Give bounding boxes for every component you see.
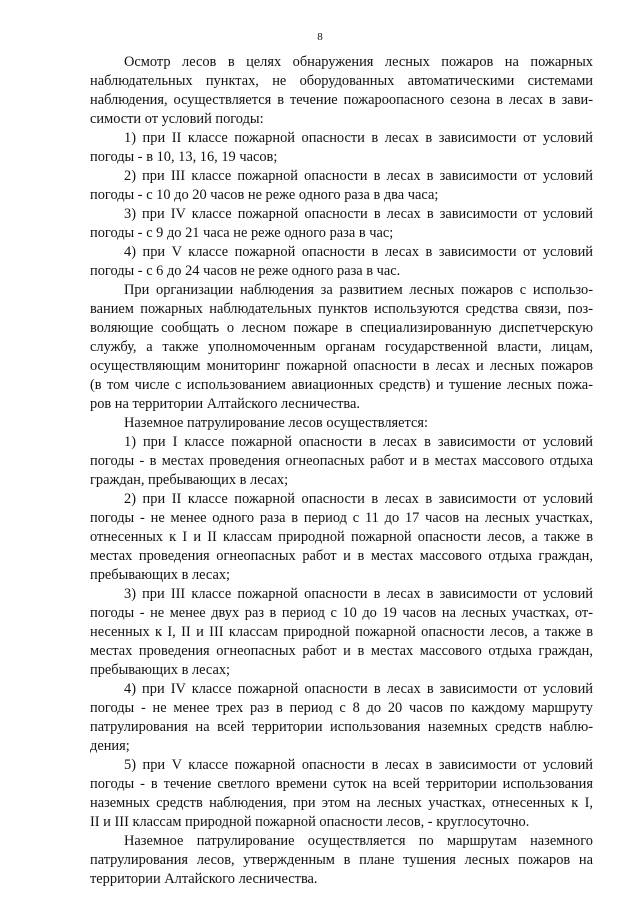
text-line: Осмотр лесов в целях обнаружения лесных пожаров на пожарных [124, 54, 593, 70]
text-line: 2) при III классе пожарной опасности в лесах в зависимости от условий [124, 168, 593, 184]
text-line: погоды - не менее двух раз в период с 10 до 19 часов на лесных участках, от- [90, 605, 593, 621]
text-line: (в том числе с использованием авиационных средств) и тушение лесных пожа- [90, 377, 593, 393]
text-line: погоды - с 6 до 24 часов не реже одного раза в час. [90, 263, 401, 279]
text-line: ванием пожарных наблюдательных пунктов используются средства связи, поз- [90, 301, 593, 317]
text-line: ров на территории Алтайского лесничества. [90, 396, 360, 412]
text-line: патрулирования на всей территории использования наземных средств наблю- [90, 719, 593, 735]
text-line: Наземное патрулирование осуществляется по маршрутам наземного [124, 833, 593, 849]
text-line: осуществляющим мониторинг пожарной опасности в лесах и лесных пожаров [90, 358, 593, 374]
text-line: симости от условий погоды: [90, 111, 264, 127]
text-line: 1) при II классе пожарной опасности в лесах в зависимости от условий [124, 130, 593, 146]
text-line: II и III классам природной пожарной опасности лесов, - круглосуточно. [90, 814, 530, 830]
text-line: патрулирования лесов, утвержденным в плане тушения лесных пожаров на [90, 852, 593, 868]
text-line: погоды - с 10 до 20 часов не реже одного раза в два часа; [90, 187, 439, 203]
text-line: наземных средств наблюдения, при этом на лесных участках, отнесенных к I, [90, 795, 593, 811]
text-line: 1) при I классе пожарной опасности в лесах в зависимости от условий [124, 434, 593, 450]
text-line: наблюдательных пунктах, не оборудованных автоматическими системами [90, 73, 593, 89]
text-line: пребывающих в лесах; [90, 662, 231, 678]
text-line: погоды - в 10, 13, 16, 19 часов; [90, 149, 278, 165]
text-line: погоды - в течение светлого времени суток на всей территории использования [90, 776, 593, 792]
text-line: 5) при V классе пожарной опасности в лесах в зависимости от условий [124, 757, 593, 773]
text-line: пребывающих в лесах; [90, 567, 231, 583]
text-line: погоды - в местах проведения огнеопасных работ и в местах массового отдыха [90, 453, 593, 469]
text-line: наблюдения, осуществляется в течение пожароопасного сезона в лесах в зави- [90, 92, 593, 108]
text-line: 3) при III классе пожарной опасности в лесах в зависимости от условий [124, 586, 593, 602]
document-body [90, 53, 593, 889]
text-line: погоды - не менее одного раза в период с 11 до 17 часов на лесных участках, [90, 510, 593, 526]
text-line: При организации наблюдения за развитием лесных пожаров с использо- [124, 282, 593, 298]
text-line: Наземное патрулирование лесов осуществляется: [124, 415, 429, 431]
text-line: местах проведения огнеопасных работ и в местах массового отдыха граждан, [90, 643, 593, 659]
text-line: 4) при V классе пожарной опасности в лесах в зависимости от условий [124, 244, 593, 260]
text-line: территории Алтайского лесничества. [90, 871, 318, 887]
text-line: 2) при II классе пожарной опасности в лесах в зависимости от условий [124, 491, 593, 507]
text-line: службу, а также уполномоченным органам государственной власти, лицам, [90, 339, 593, 355]
text-line: дения; [90, 738, 130, 754]
text-line: 3) при IV классе пожарной опасности в лесах в зависимости от условий [124, 206, 593, 222]
text-line: погоды - не менее трех раз в период с 8 до 20 часов по каждому маршруту [90, 700, 593, 716]
text-line: воляющие сообщать о лесном пожаре в специализированную диспетчерскую [90, 320, 593, 336]
text-line: несенных к I, II и III классам природной пожарной опасности лесов, а также в [90, 624, 593, 640]
text-line: местах проведения огнеопасных работ и в местах массового отдыха граждан, [90, 548, 593, 564]
text-line: 4) при IV классе пожарной опасности в лесах в зависимости от условий [124, 681, 593, 697]
page-number: 8 [317, 31, 323, 43]
text-line: граждан, пребывающих в лесах; [90, 472, 289, 488]
text-line: погоды - с 9 до 21 часа не реже одного раза в час; [90, 225, 394, 241]
text-line: отнесенных к I и II классам природной пожарной опасности лесов, а также в [90, 529, 593, 545]
